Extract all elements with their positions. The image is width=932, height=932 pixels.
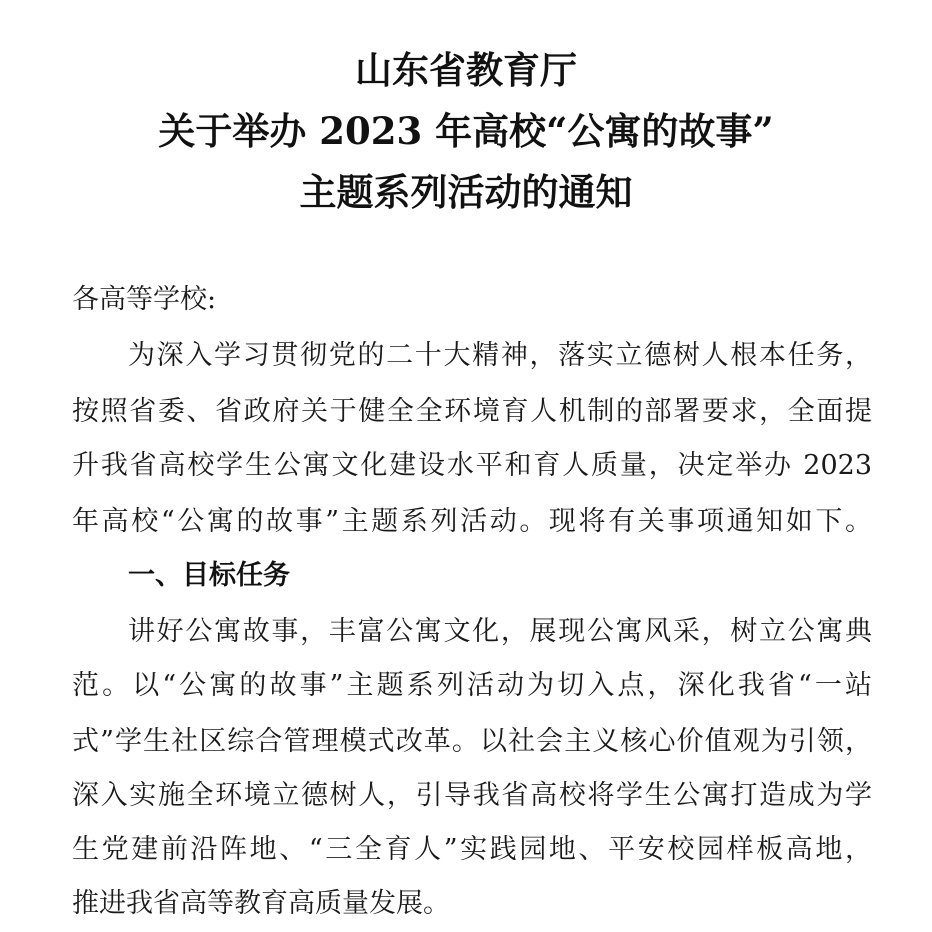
- intro-paragraph-line: 升我省高校学生公寓文化建设水平和育人质量，决定举办 2023: [72, 450, 872, 481]
- section-paragraph-line: 范。以“公寓的故事”主题系列活动为切入点，深化我省“一站: [72, 670, 872, 701]
- section-heading-objectives: 一、目标任务: [128, 560, 290, 591]
- document-title-line-1: 山东省教育厅: [355, 48, 577, 92]
- section-paragraph-line: 式”学生社区综合管理模式改革。以社会主义核心价值观为引领，: [72, 726, 872, 757]
- intro-paragraph-line: 年高校“公寓的故事”主题系列活动。现将有关事项通知如下。: [72, 506, 872, 537]
- document-title-line-2: 关于举办 2023 年高校“公寓的故事”: [158, 109, 774, 153]
- intro-paragraph-line: 按照省委、省政府关于健全全环境育人机制的部署要求，全面提: [72, 396, 872, 427]
- salutation: 各高等学校:: [72, 284, 217, 315]
- section-paragraph-line: 生党建前沿阵地、“三全育人”实践园地、平安校园样板高地，: [72, 834, 872, 865]
- section-paragraph-line: 推进我省高等教育高质量发展。: [72, 888, 450, 919]
- section-paragraph-line: 讲好公寓故事，丰富公寓文化，展现公寓风采，树立公寓典: [128, 616, 872, 647]
- intro-paragraph-line: 为深入学习贯彻党的二十大精神，落实立德树人根本任务，: [128, 340, 872, 371]
- section-paragraph-line: 深入实施全环境立德树人，引导我省高校将学生公寓打造成为学: [72, 780, 872, 811]
- document-title-line-3: 主题系列活动的通知: [299, 170, 633, 214]
